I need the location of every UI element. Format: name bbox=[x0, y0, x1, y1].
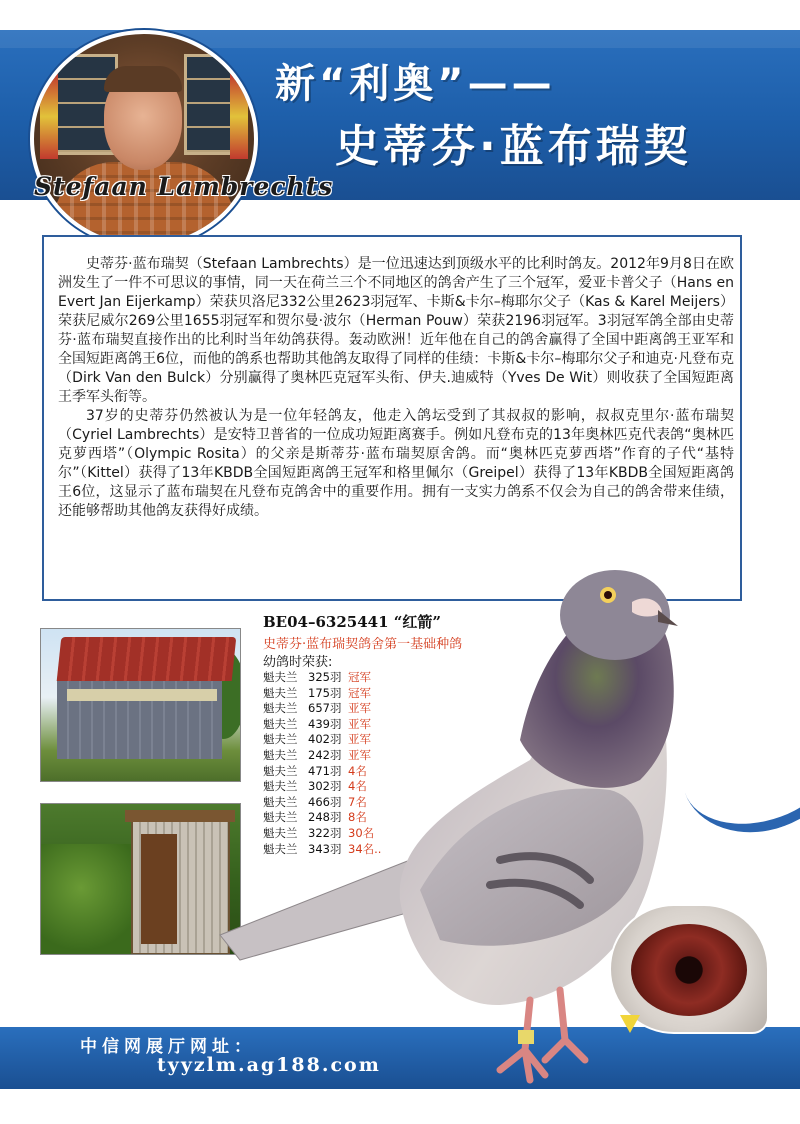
honor-region: 魁夫兰 bbox=[263, 685, 298, 700]
honor-rank: 冠军 bbox=[348, 670, 371, 684]
honor-row bbox=[263, 717, 423, 733]
honor-row bbox=[263, 764, 423, 780]
honor-rank: 7名 bbox=[348, 794, 367, 809]
portrait-photo bbox=[30, 30, 258, 248]
honor-count: 439羽 bbox=[308, 716, 342, 731]
article-paragraph: 史蒂芬·蓝布瑞契（Stefaan Lambrechts）是一位迅速达到顶级水平的比利时鸽友。2012年9月8日在欧洲发生了一件不可思议的事情，同一天在荷兰三个不同地区的鸽舍产生了三个冠军，爱亚卡普父子（Hans en Evert Jan Eijerkamp）荣获贝洛尼332公里2623羽冠军、卡斯&卡尔–梅耶尔父子（Kas & Karel Meijers）荣获尼威尔269公里1655羽冠军和贺尔曼·波尔（Herman Pouw）荣获2196羽冠军。3羽冠军鸽全部由史蒂芬·蓝布瑞契直接作出的比利时当年幼鸽获得。轰动欧洲！近年他在自己的鸽舍赢得了全国中距离鸽王亚军和全国短距离鸽王6位，而他的鸽系也帮助其他鸽友取得了同样的佳绩：卡斯&卡尔–梅耶尔父子和迪克·凡登布克（Dirk Van den Bulck）分别赢得了奥林匹克冠军头衔、伊夫.迪威特（Yves De Wit）则收获了全国短距离王季军头衔等。 bbox=[58, 256, 734, 405]
honor-count: 175羽 bbox=[308, 685, 342, 700]
pennant-shape bbox=[230, 74, 248, 159]
honor-count: 466羽 bbox=[308, 794, 342, 809]
honor-count: 322羽 bbox=[308, 825, 342, 840]
bush-shape bbox=[41, 844, 141, 954]
honor-rank: 4名 bbox=[348, 763, 367, 778]
honor-region: 魁夫兰 bbox=[263, 732, 298, 747]
honors-label: 幼鸽时荣获: bbox=[263, 655, 333, 670]
honor-count: 657羽 bbox=[308, 701, 342, 716]
article-paragraph: 37岁的史蒂芬仍然被认为是一位年轻鸽友，他走入鸽坛受到了其叔叔的影响，叔叔克里尔·蓝布瑞契（Cyriel Lambrechts）是安特卫普省的一位成功短距离赛手。例如凡登布克的13年奥林匹克代表鸽“奥林匹克萝西塔”（Olympic Rosita）的父亲是斯蒂芬·蓝布瑞契原舍鸽。而“奥林匹克萝西塔”作育的子代“基特尔”（Kittel）获得了13年KBDB全国短距离鸽王冠军和格里佩尔（Greipel）获得了13年KBDB全国短距离鸽王6位，这显示了蓝布瑞契在凡登布克鸽舍中的重要作用。拥有一支实力鸽系不仅会为自己的鸽舍带来佳绩，还能够帮助其他鸽友获得好成绩。 bbox=[58, 408, 734, 519]
honor-region: 魁夫兰 bbox=[263, 701, 298, 716]
loft-wall bbox=[57, 679, 222, 759]
honor-region: 魁夫兰 bbox=[263, 670, 298, 684]
honor-region: 魁夫兰 bbox=[263, 810, 298, 825]
honor-count: 402羽 bbox=[308, 732, 342, 747]
footer-url[interactable]: tyyzlm.ag188.com bbox=[157, 1054, 381, 1076]
honor-region: 魁夫兰 bbox=[263, 747, 298, 762]
honor-row bbox=[263, 779, 423, 795]
page-title-line1: 新“利奥”—— bbox=[275, 61, 556, 107]
honor-rank: 30名 bbox=[348, 825, 375, 840]
honor-region: 魁夫兰 bbox=[263, 779, 298, 794]
honor-count: 242羽 bbox=[308, 747, 342, 762]
honor-region: 魁夫兰 bbox=[263, 716, 298, 731]
honor-count: 248羽 bbox=[308, 810, 342, 825]
honor-row bbox=[263, 670, 423, 686]
honors-list bbox=[263, 670, 423, 857]
pigeon-subtitle: 史蒂芬·蓝布瑞契鸽舍第一基础种鸽 bbox=[263, 637, 463, 652]
eye-iris bbox=[631, 924, 747, 1016]
honor-rank: 4名 bbox=[348, 779, 367, 794]
honor-count: 325羽 bbox=[308, 670, 342, 684]
honor-row bbox=[263, 701, 423, 717]
article-body bbox=[58, 255, 734, 521]
honor-rank: 亚军 bbox=[348, 716, 371, 731]
honor-region: 魁夫兰 bbox=[263, 794, 298, 809]
signature: Stefaan Lambrechts bbox=[34, 172, 334, 201]
honor-rank: 亚军 bbox=[348, 732, 371, 747]
eye-callout-pointer bbox=[620, 1015, 640, 1033]
honor-rank: 34名.. bbox=[348, 841, 382, 856]
honor-row bbox=[263, 795, 423, 811]
hair-shape bbox=[104, 66, 182, 92]
page-title-line2: 史蒂芬·蓝布瑞契 bbox=[335, 121, 692, 172]
honor-count: 343羽 bbox=[308, 841, 342, 856]
honor-region: 魁夫兰 bbox=[263, 763, 298, 778]
honor-row bbox=[263, 732, 423, 748]
honor-count: 471羽 bbox=[308, 763, 342, 778]
pennant-shape bbox=[40, 74, 58, 159]
footer-label: 中信网展厅网址： bbox=[80, 1037, 256, 1057]
honor-rank: 亚军 bbox=[348, 747, 371, 762]
honor-row bbox=[263, 686, 423, 702]
honor-row bbox=[263, 826, 423, 842]
shed-door bbox=[141, 834, 177, 944]
honor-row bbox=[263, 842, 423, 858]
honor-rank: 亚军 bbox=[348, 701, 371, 716]
pigeon-ring-heading: BE04–6325441 “红箭” bbox=[263, 613, 442, 631]
honor-row bbox=[263, 810, 423, 826]
honor-region: 魁夫兰 bbox=[263, 825, 298, 840]
honor-rank: 冠军 bbox=[348, 685, 371, 700]
honor-count: 302羽 bbox=[308, 779, 342, 794]
honor-rank: 8名 bbox=[348, 810, 367, 825]
honor-row bbox=[263, 748, 423, 764]
honor-region: 魁夫兰 bbox=[263, 841, 298, 856]
